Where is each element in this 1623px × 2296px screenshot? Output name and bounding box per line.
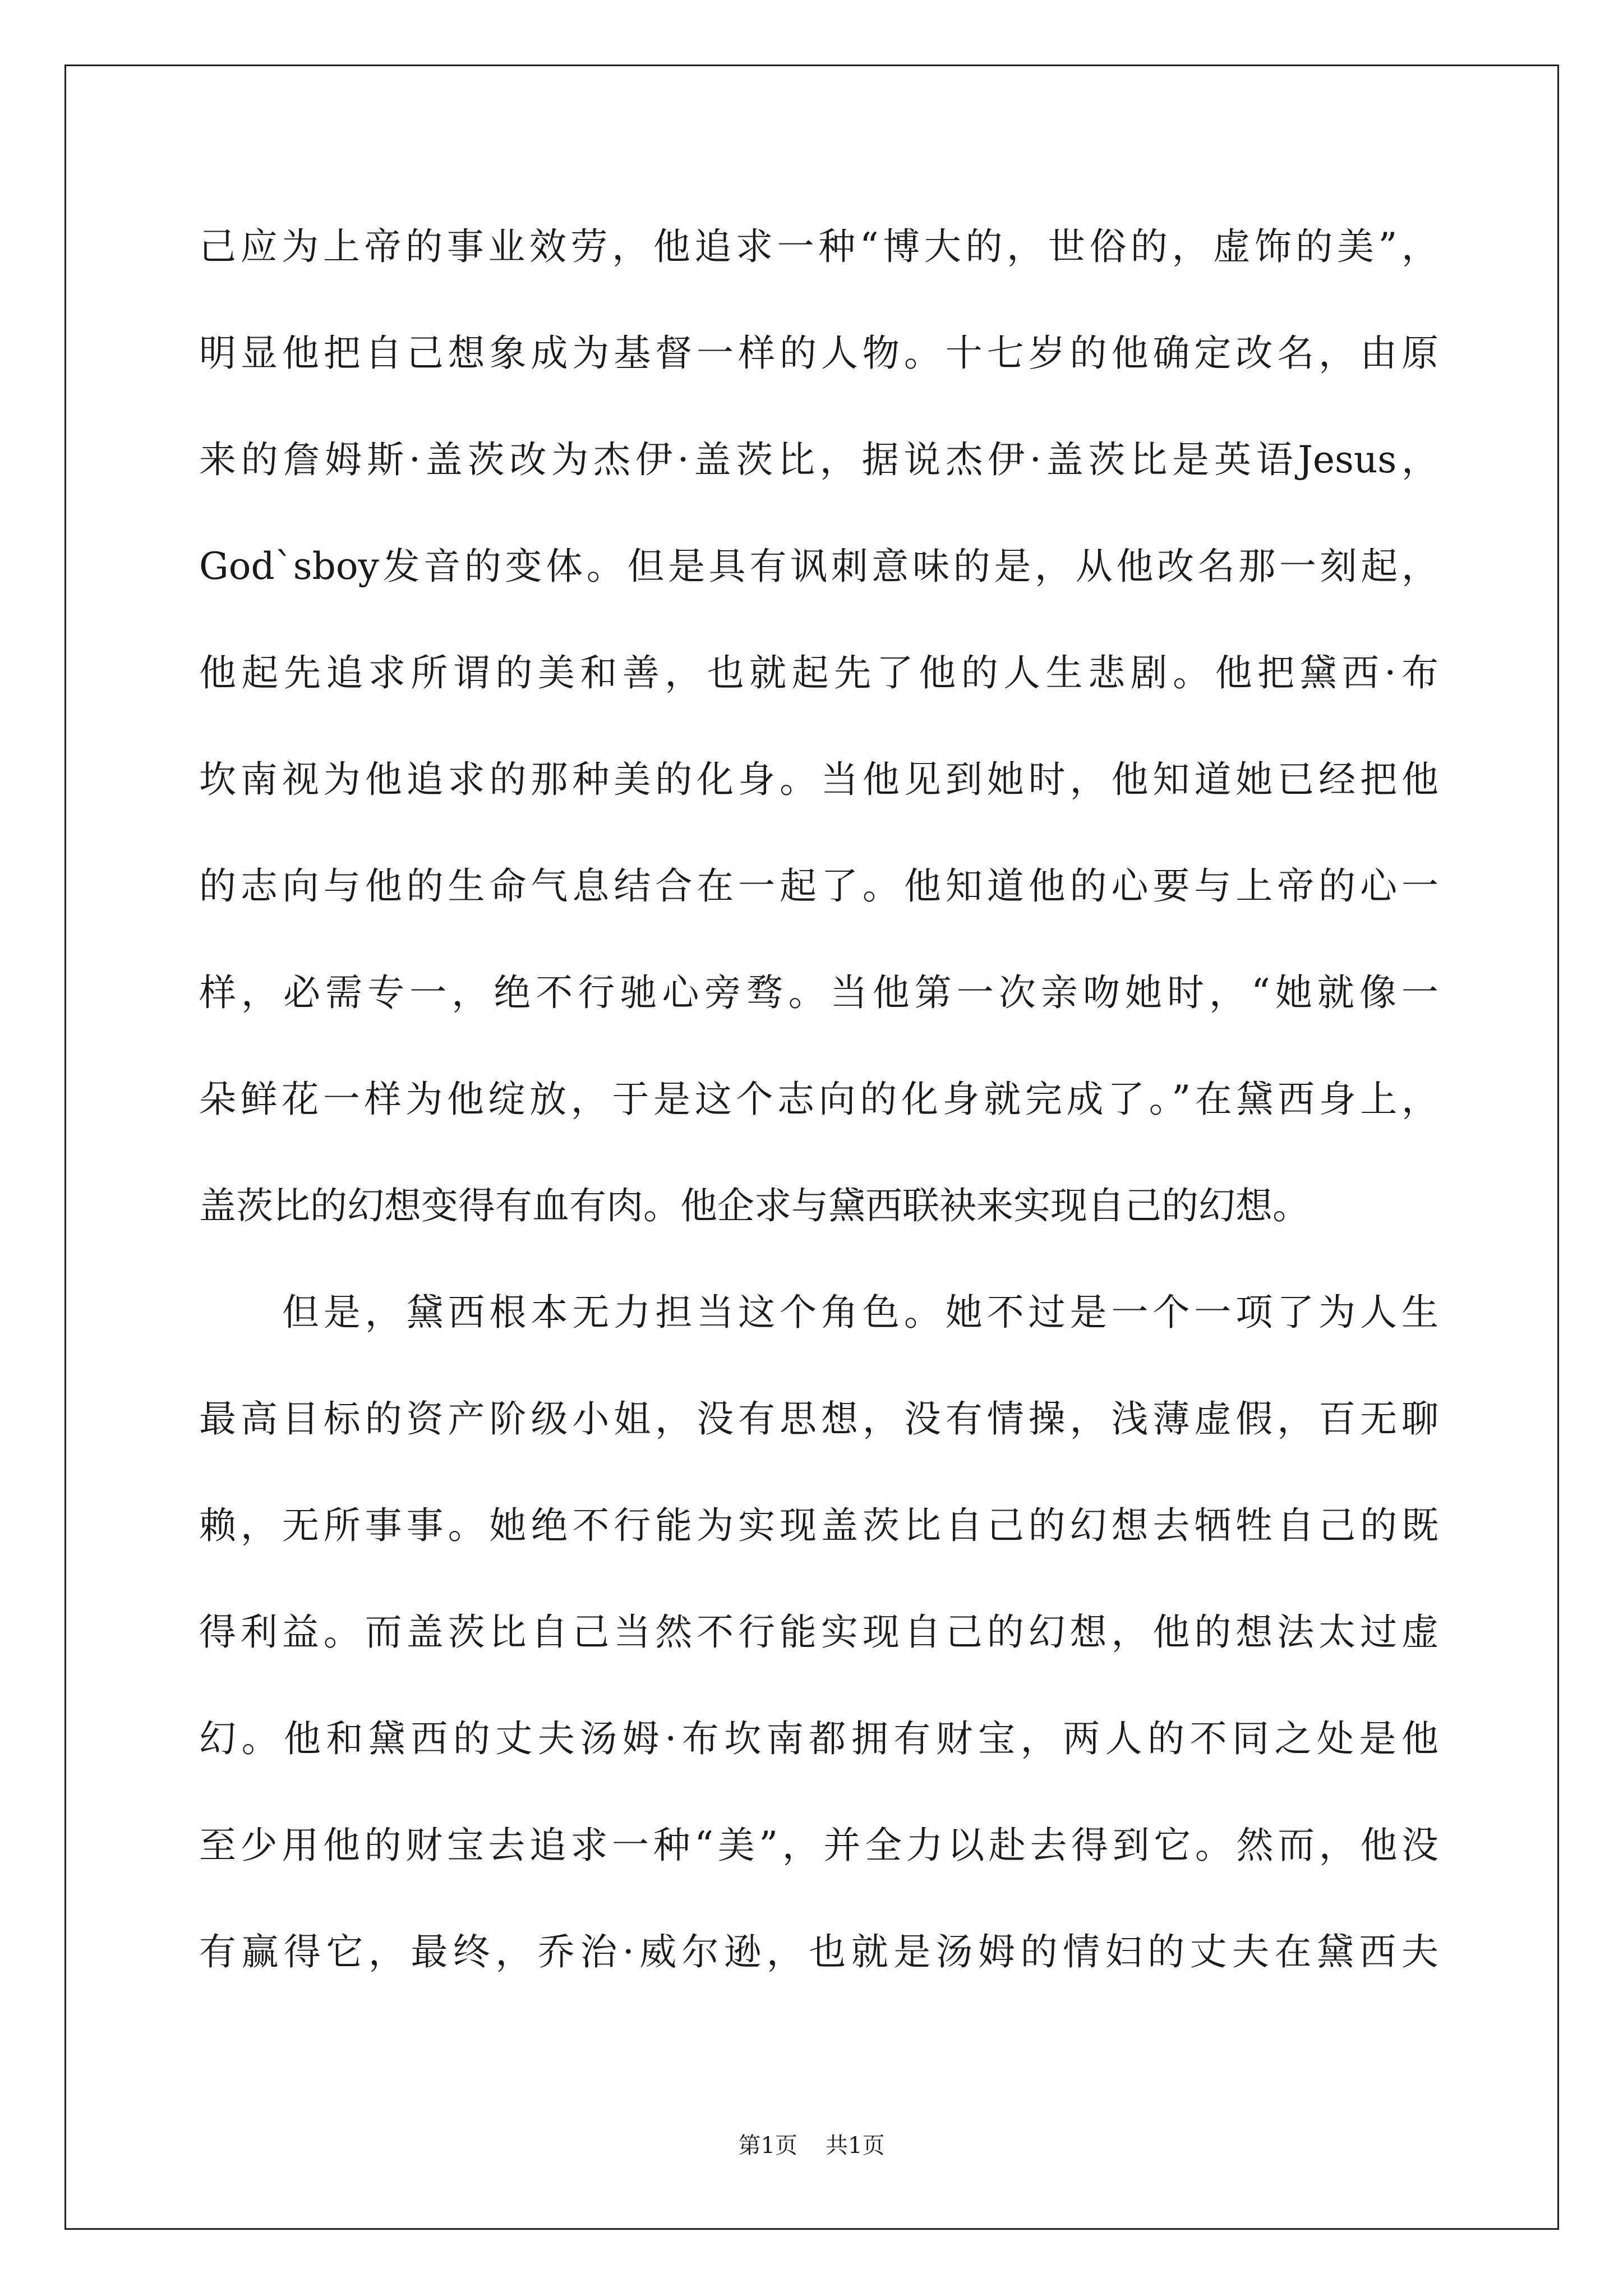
text-line: 己应为上帝的事业效劳，他追求一种“博大的，世俗的，虚饰的美”，: [199, 225, 1438, 268]
text-line: 至少用他的财宝去追求一种“美”，并全力以赴去得到它。然而，他没: [199, 1824, 1438, 1867]
text-line: 样，必需专一，绝不行驰心旁骛。当他第一次亲吻她时，“她就像一: [199, 971, 1438, 1014]
page-number: 第1页: [738, 2133, 797, 2159]
text-line: 幻。他和黛西的丈夫汤姆·布坎南都拥有财宝，两人的不同之处是他: [199, 1717, 1438, 1760]
text-line: 有赢得它，最终，乔治·威尔逊，也就是汤姆的情妇的丈夫在黛西夫: [199, 1930, 1438, 1973]
page-footer: [0, 2129, 1623, 2162]
text-line: 得利益。而盖茨比自己当然不行能实现自己的幻想，他的想法太过虚: [199, 1611, 1438, 1654]
text-line: 盖茨比的幻想变得有血有肉。他企求与黛西联袂来实现自己的幻想。: [199, 1184, 1310, 1227]
text-line: 最高目标的资产阶级小姐，没有思想，没有情操，浅薄虚假，百无聊: [199, 1397, 1438, 1441]
text-line: 来的詹姆斯·盖茨改为杰伊·盖茨比，据说杰伊·盖茨比是英语Jesus，: [199, 438, 1438, 481]
text-line: God`sboy发音的变体。但是具有讽刺意味的是，从他改名那一刻起，: [199, 545, 1438, 588]
text-line: 明显他把自己想象成为基督一样的人物。十七岁的他确定改名，由原: [199, 332, 1438, 375]
text-line: 他起先追求所谓的美和善，也就起先了他的人生悲剧。他把黛西·布: [199, 651, 1438, 694]
text-line: 坎南视为他追求的那种美的化身。当他见到她时，他知道她已经把他: [199, 758, 1438, 801]
text-line: 但是，黛西根本无力担当这个角色。她不过是一个一项了为人生: [199, 1291, 1438, 1334]
text-line: 赖，无所事事。她绝不行能为实现盖茨比自己的幻想去牺牲自己的既: [199, 1504, 1438, 1547]
text-line: 的志向与他的生命气息结合在一起了。他知道他的心要与上帝的心一: [199, 864, 1438, 908]
text-line: 朵鲜花一样为他绽放，于是这个志向的化身就完成了。”在黛西身上，: [199, 1078, 1438, 1121]
document-body: [199, 194, 1438, 2005]
total-pages: 共1页: [826, 2133, 885, 2159]
